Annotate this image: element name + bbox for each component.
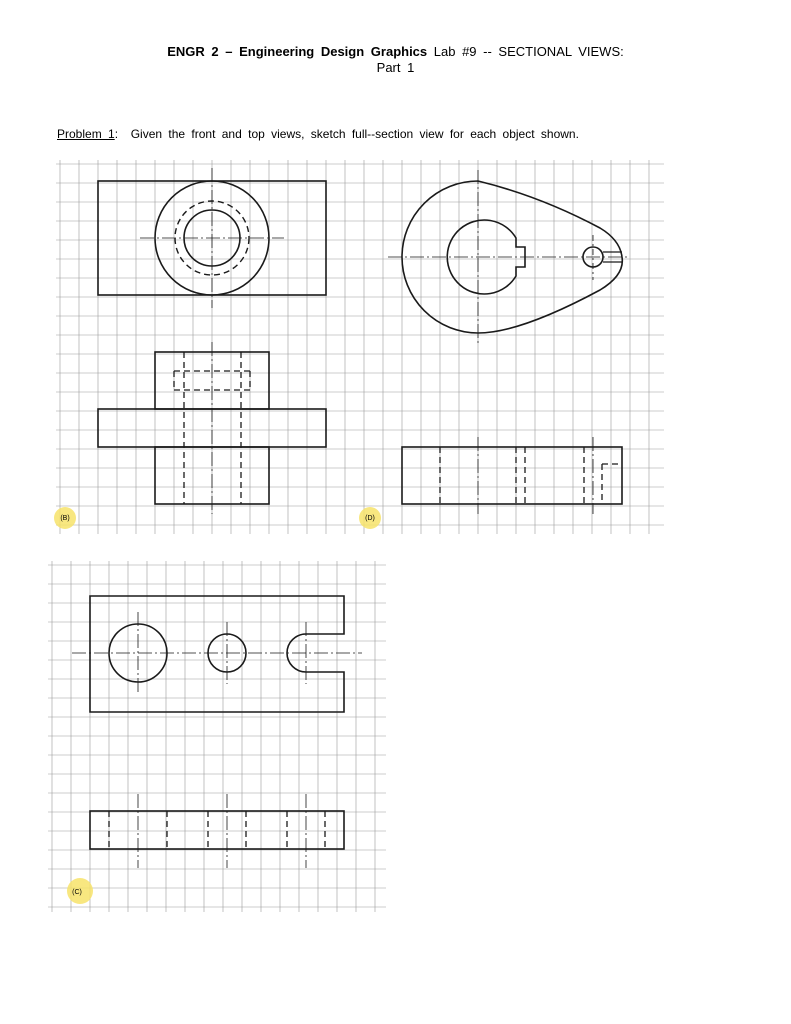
lab-label: Lab #9 -- SECTIONAL VIEWS: — [427, 44, 624, 59]
figure-label-c — [67, 878, 93, 904]
problem-label: Problem 1 — [57, 127, 115, 141]
grid-panel-bottom — [48, 561, 386, 912]
problem-separator: : — [114, 127, 119, 141]
figure-c — [72, 596, 362, 868]
figure-label-b — [54, 507, 76, 529]
figure-label-c-text: (C) — [72, 889, 82, 896]
figure-label-d-text: (D) — [365, 515, 375, 522]
problem-instruction: Given the front and top views, sketch full--section view for each object shown. — [130, 127, 579, 141]
course-name: ENGR 2 – Engineering Design Graphics — [167, 44, 428, 59]
figure-c-top-view — [72, 596, 362, 712]
figure-d-front-view — [402, 437, 622, 514]
grid-panel-top — [56, 160, 664, 534]
figure-label-b-text: (B) — [60, 515, 70, 522]
title-line-2: Part 1 — [376, 60, 415, 75]
figure-label-d — [359, 507, 381, 529]
